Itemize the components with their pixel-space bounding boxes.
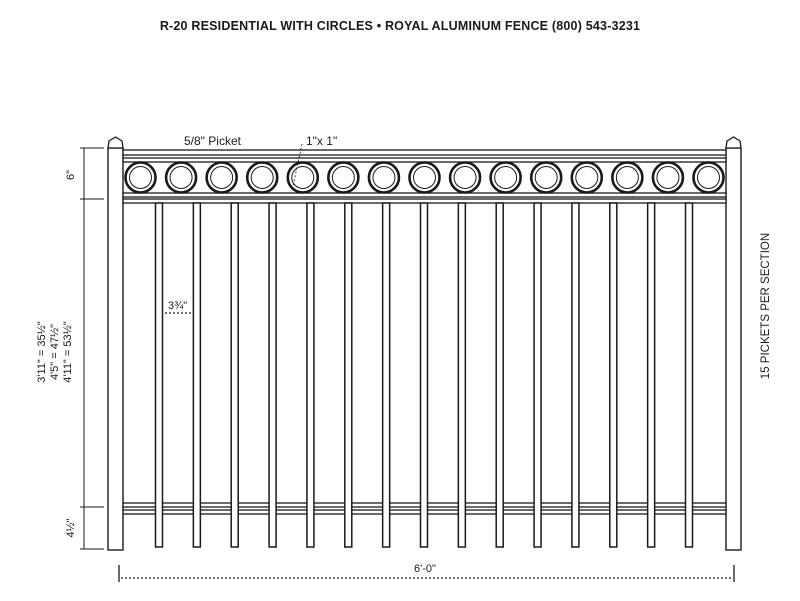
top-band-height-label: 6" [65,169,77,181]
dimension-lines [80,144,734,582]
picket-10 [496,203,503,547]
left-post [108,148,123,550]
picket-14 [648,203,655,547]
section-width-label: 6'-0" [414,563,436,575]
height-label-2: 4'5" = 47½" [49,323,61,381]
rail-1 [123,150,726,155]
picket-12 [572,203,579,547]
picket-3 [231,203,238,547]
picket-9 [458,203,465,547]
bottom-gap-label: 4½" [65,518,77,538]
circle-ornaments [126,163,724,193]
picket-4 [269,203,276,547]
picket-6 [345,203,352,547]
picket-7 [383,203,390,547]
picket-spacing-label: 3¾" [168,300,188,312]
right-post-cap [726,137,741,148]
picket-11 [534,203,541,547]
picket-8 [421,203,428,547]
height-label-1: 3'11" = 35½" [36,321,48,383]
picket-1 [156,203,163,547]
diagram-title: R-20 RESIDENTIAL WITH CIRCLES • ROYAL ALUMINUM FENCE (800) 543-3231 [159,19,641,33]
left-post-cap [108,137,123,148]
pickets [156,203,693,547]
rail-size-label: 1"x 1" [306,134,338,148]
right-post [726,148,741,550]
height-label-3: 4'11" = 53½" [62,321,74,383]
picket-size-label: 5/8" Picket [184,134,241,148]
pickets-per-section-label: 15 PICKETS PER SECTION [760,232,772,380]
picket-2 [193,203,200,547]
picket-5 [307,203,314,547]
picket-15 [686,203,693,547]
picket-13 [610,203,617,547]
